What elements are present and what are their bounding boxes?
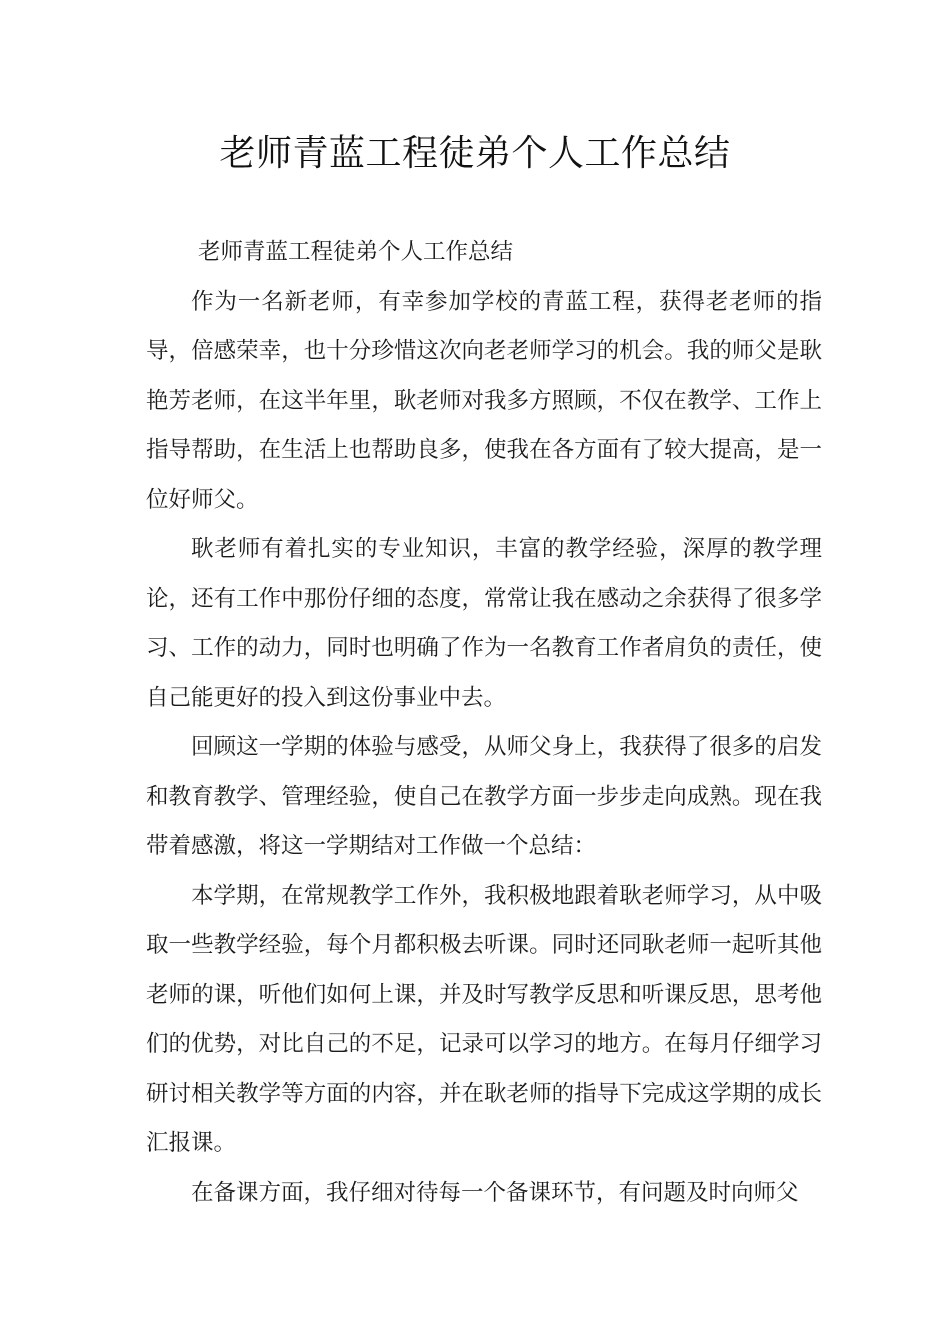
paragraph-2: 耿老师有着扎实的专业知识，丰富的教学经验，深厚的教学理论，还有工作中那份仔细的态度，常常让我在感动之余获得了很多学习、工作的动力，同时也明确了作为一名教育工作者肩负的责任，使自己能更好的投入到这份事业中去。 <box>146 536 822 711</box>
document-title: 老师青蓝工程徒弟个人工作总结 <box>219 133 731 174</box>
document-body <box>146 228 822 1218</box>
document-subtitle: 老师青蓝工程徒弟个人工作总结 <box>198 239 514 265</box>
paragraph-5: 在备课方面，我仔细对待每一个备课环节，有问题及时向师父 <box>191 1179 799 1206</box>
paragraph-3: 回顾这一学期的体验与感受，从师父身上，我获得了很多的启发和教育教学、管理经验，使自己在教学方面一步步走向成熟。现在我带着感激，将这一学期结对工作做一个总结： <box>146 734 822 859</box>
paragraph-1: 作为一名新老师，有幸参加学校的青蓝工程，获得老老师的指导，倍感荣幸，也十分珍惜这次向老老师学习的机会。我的师父是耿艳芳老师，在这半年里，耿老师对我多方照顾，不仅在教学、工作上指导帮助，在生活上也帮助良多，使我在各方面有了较大提高，是一位好师父。 <box>146 288 822 513</box>
paragraph-4: 本学期，在常规教学工作外，我积极地跟着耿老师学习，从中吸取一些教学经验，每个月都积极去听课。同时还同耿老师一起听其他老师的课，听他们如何上课，并及时写教学反思和听课反思，思考他们的优势，对比自己的不足，记录可以学习的地方。在每月仔细学习研讨相关教学等方面的内容，并在耿老师的指导下完成这学期的成长汇报课。 <box>146 882 822 1156</box>
